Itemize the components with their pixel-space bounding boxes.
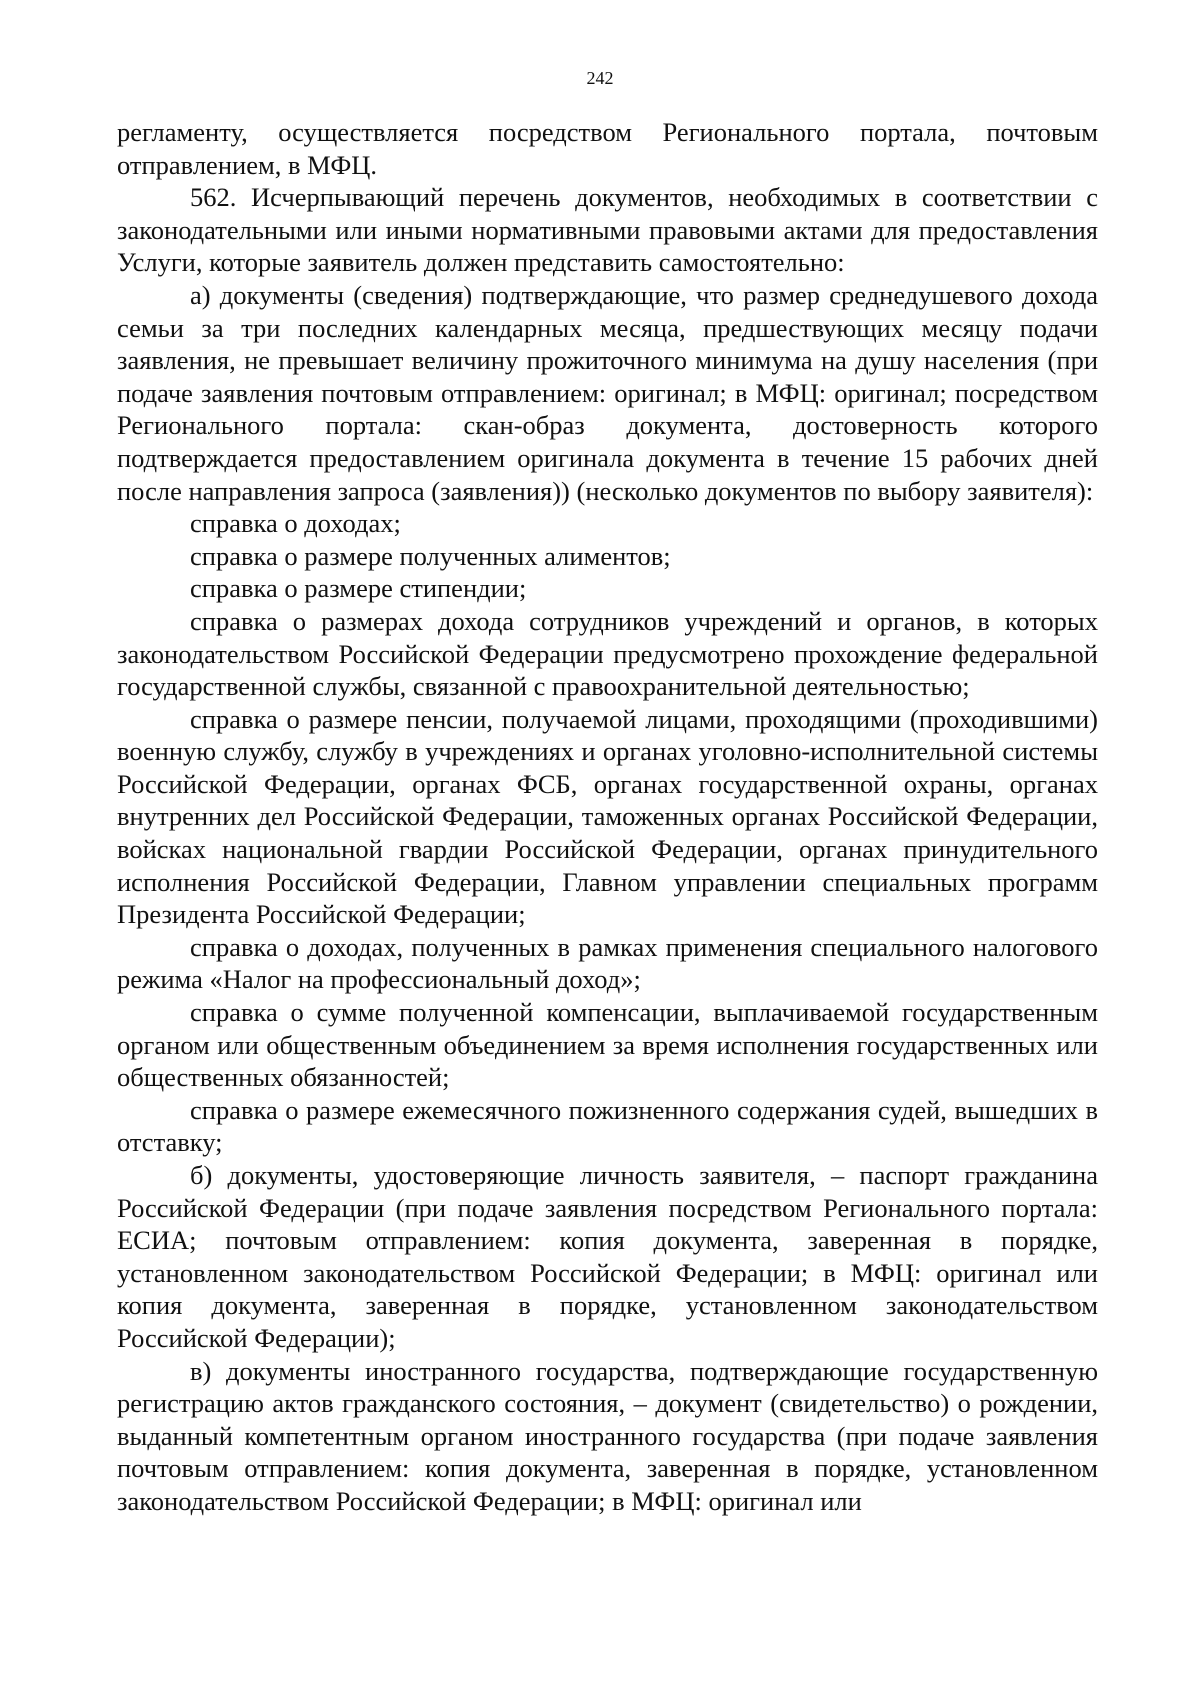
paragraph: а) документы (сведения) подтверждающие, что размер среднедушевого дохода семьи за три последних календарных месяца, предшествующих месяцу подачи заявления, не превышает величину прожиточного минимума на душу населения (при подаче заявления почтовым отправлением: оригинал; в МФЦ: оригинал; посредством Регионального портала: скан-образ документа, достоверность которого подтверждается предоставлением оригинала документа в течение 15 рабочих дней после направления запроса (заявления)) (несколько документов по выбору заявителя):	[117, 279, 1098, 506]
paragraph: справка о размере ежемесячного пожизненного содержания судей, вышедших в отставку;	[117, 1094, 1098, 1158]
paragraph: справка о доходах, полученных в рамках применения специального налогового режима «Налог на профессиональный доход»;	[117, 931, 1098, 995]
paragraph: 562. Исчерпывающий перечень документов, необходимых в соответствии с законодательными или иными нормативными правовыми актами для предоставления Услуги, которые заявитель должен представить самостоятельно:	[117, 182, 1098, 278]
paragraph: регламенту, осуществляется посредством Регионального портала, почтовым отправлением, в МФЦ.	[117, 117, 1098, 180]
paragraph: в) документы иностранного государства, подтверждающие государственную регистрацию актов гражданского состояния, – документ (свидетельство) о рождении, выданный компетентным органом иностранного государства (при подаче заявления почтовым отправлением: копия документа, заверенная в порядке, установленном законодательством Российской Федерации; в МФЦ: оригинал или	[117, 1355, 1098, 1516]
paragraph: справка о доходах;	[190, 508, 401, 539]
paragraph: справка о размерах дохода сотрудников учреждений и органов, в которых законодательством Российской Федерации предусмотрено прохождение федеральной государственной службы, связанной с правоохранительной деятельностью;	[117, 605, 1098, 702]
document-body	[117, 116, 1098, 1518]
paragraph: б) документы, удостоверяющие личность заявителя, – паспорт гражданина Российской Федерации (при подаче заявления посредством Регионального портала: ЕСИА; почтовым отправлением: копия документа, заверенная в порядке, установленном законодательством Российской Федерации; в МФЦ: оригинал или копия документа, заверенная в порядке, установленном законодательством Российской Федерации);	[117, 1160, 1098, 1353]
paragraph: справка о сумме полученной компенсации, выплачиваемой государственным органом или общественным объединением за время исполнения государственных или общественных обязанностей;	[117, 997, 1098, 1093]
paragraph: справка о размере полученных алиментов;	[190, 540, 671, 571]
paragraph: справка о размере стипендии;	[190, 573, 527, 604]
paragraph: справка о размере пенсии, получаемой лицами, проходящими (проходившими) военную службу, службу в учреждениях и органах уголовно-исполнительной системы Российской Федерации, органах ФСБ, органах государственной охраны, органах внутренних дел Российской Федерации, таможенных органах Российской Федерации, войсках национальной гвардии Российской Федерации, органах принудительного исполнения Российской Федерации, Главном управлении специальных программ Президента Российской Федерации;	[117, 703, 1098, 930]
page-number: 242	[586, 68, 614, 88]
